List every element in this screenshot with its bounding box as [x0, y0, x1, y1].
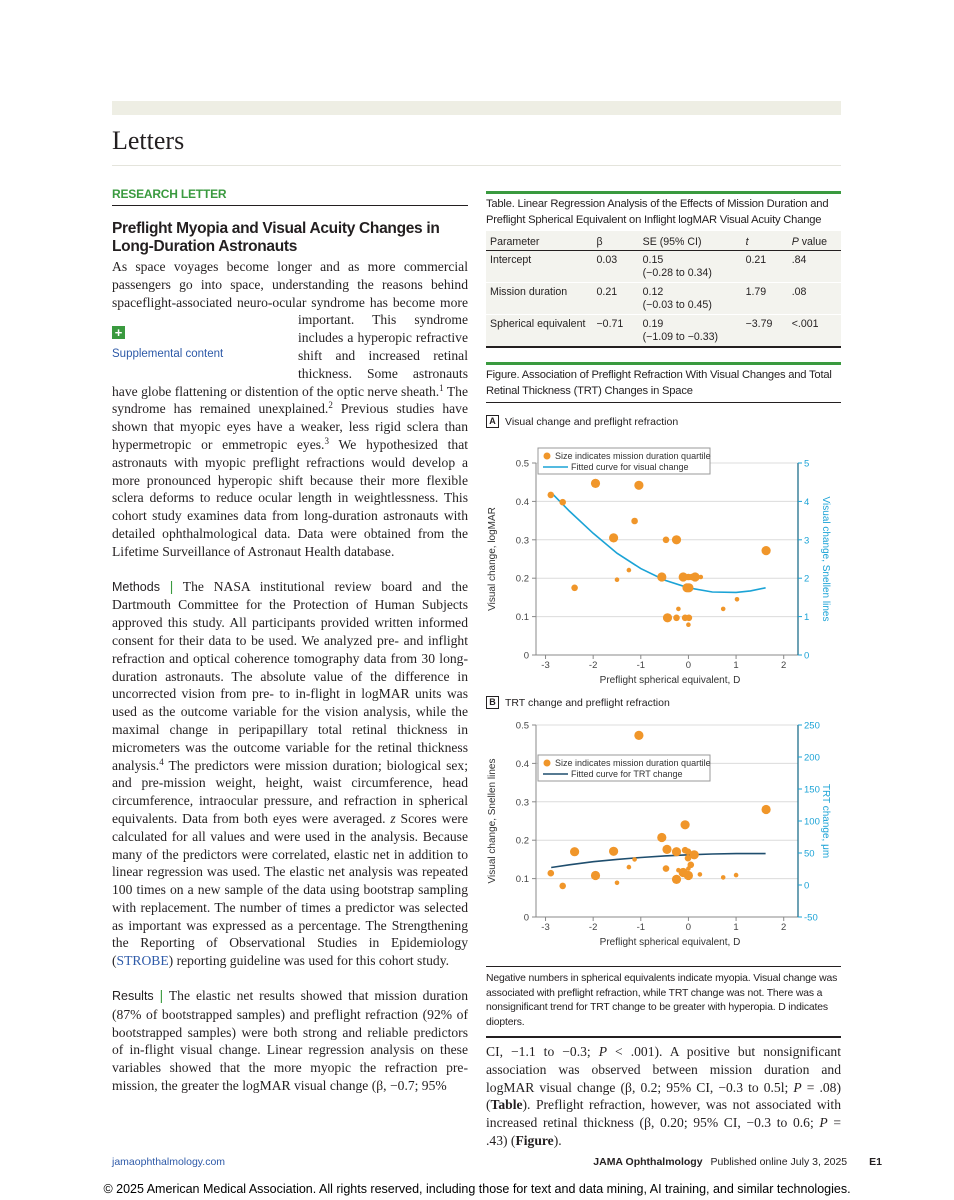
data-point: [609, 847, 618, 856]
x-axis-label: Preflight spherical equivalent, D: [599, 675, 741, 686]
data-point: [684, 583, 693, 592]
y-tick-label: 0: [523, 650, 529, 662]
article-kicker: RESEARCH LETTER: [112, 187, 468, 206]
supplemental-content[interactable]: [112, 311, 298, 381]
panel-a-title: Visual change and preflight refraction: [505, 415, 679, 428]
panel-b-title: TRT change and preflight refraction: [505, 696, 670, 709]
right-column: [486, 191, 841, 1038]
cell-t: −3.79: [742, 315, 788, 348]
col-se: SE (95% CI): [639, 231, 742, 251]
results-text: = .43) (: [486, 1115, 841, 1148]
y-tick-label: 0.3: [515, 535, 529, 547]
cell-beta: −0.71: [593, 315, 639, 348]
intro-text: As space voyages become longer and as more commercial passengers go into space, understanding the reasons behind spaceflight-associated neuro-ocular syndrome has become more: [112, 259, 468, 310]
methods-separator: |: [169, 578, 174, 594]
y2-tick-label: 2: [804, 573, 810, 585]
se-value: 0.15: [642, 254, 664, 266]
x-tick-label: 2: [781, 660, 787, 671]
methods-text: Scores were calculated for all values and were used in the analysis. Because many of the predictors were correlated, elastic net in addition to linear regression was used. The elastic net analysis was repeated 100 times on a new sample of the data using bootstrap sampling with replacement. The number of times a predictor was selected as important was expressed as a percentage. The Strengthening the Reporting of Observational Studies in Epidemiology (: [112, 810, 468, 969]
data-point: [686, 622, 691, 627]
p-symbol: P: [598, 1044, 608, 1059]
y-tick-label: 0.4: [515, 496, 529, 508]
table-header-row: [486, 231, 841, 251]
data-point: [681, 820, 690, 829]
data-point: [686, 615, 693, 622]
page-number: E1: [869, 1156, 882, 1168]
results-continued: [486, 1043, 841, 1150]
y2-tick-label: 100: [804, 816, 820, 828]
chart-a-visual-change: [486, 428, 841, 696]
data-point: [676, 607, 681, 612]
results-text: = .08) (: [486, 1079, 842, 1113]
x-axis-label: Preflight spherical equivalent, D: [599, 937, 741, 948]
y-axis-label: Visual change, logMAR: [487, 507, 498, 611]
y2-tick-label: 150: [804, 784, 820, 796]
data-point: [662, 845, 671, 854]
cell-t: 0.21: [742, 251, 788, 283]
y-tick-label: 0.5: [515, 720, 529, 732]
reference-1[interactable]: 1: [439, 382, 444, 393]
intro-text: important. This syndrome includes a hyperopic refractive shift and increased retinal thickness. Some astronauts have globe flattening or distention of the optic nerve sheath.: [112, 312, 468, 399]
y2-tick-label: 3: [804, 535, 810, 547]
data-point: [735, 597, 740, 602]
col-t: t: [742, 231, 788, 251]
reference-3[interactable]: 3: [324, 435, 329, 446]
data-point: [591, 479, 600, 488]
copyright-notice: © 2025 American Medical Association. All rights reserved, including those for text and data mining, AI training, and similar technologies.: [103, 1182, 851, 1196]
supplemental-content-link[interactable]: Supplemental content: [112, 348, 224, 361]
figure-note-bottom-rule: [486, 1036, 841, 1038]
data-point: [571, 585, 578, 592]
data-point: [634, 731, 643, 740]
y-tick-label: 0.2: [515, 835, 529, 847]
results-text: The elastic net results showed that mission duration (87% of bootstrapped samples) and preflight refraction (92% of bootstrapped samples) were both strong and reliable predictors of in-flight visual change. Linear regression analysis on these variables showed that the more myopic the refraction pre-mission, the greater the logMAR visual change (β, −0.7; 95%: [112, 988, 468, 1094]
data-point: [721, 607, 726, 612]
table-caption: Table. Linear Regression Analysis of the Effects of Mission Duration and Preflight Spherical Equivalent on Inflight logMAR Visual Acuity Change: [486, 198, 829, 226]
y-tick-label: 0: [523, 912, 529, 924]
panel-a-label: [486, 415, 841, 428]
legend-item-points: Size indicates mission duration quartile: [555, 758, 711, 768]
data-point: [691, 572, 700, 581]
data-point: [559, 883, 566, 890]
x-tick-label: 0: [685, 660, 692, 671]
data-point: [663, 865, 670, 872]
p-symbol: P: [819, 1115, 828, 1131]
y-axis-label: Visual change, Snellen lines: [487, 758, 498, 884]
data-point: [663, 537, 670, 544]
ci-value: (−0.03 to 0.45): [642, 298, 712, 311]
se-value: 0.12: [642, 286, 664, 298]
y2-tick-label: 4: [804, 496, 810, 508]
y-tick-label: 0.2: [515, 573, 529, 585]
cell-beta: 0.03: [593, 251, 639, 283]
x-tick-label: -3: [541, 922, 550, 933]
data-point: [634, 481, 643, 490]
y2-tick-label: 5: [804, 458, 810, 470]
x-tick-label: -2: [588, 660, 598, 671]
ci-value: (−0.28 to 0.34): [642, 266, 712, 279]
x-tick-label: 0: [685, 922, 692, 933]
x-tick-label: -3: [541, 660, 550, 671]
journal-site-link[interactable]: jamaophthalmology.com: [112, 1156, 226, 1168]
legend-point-icon: [544, 760, 551, 767]
methods-heading: Methods: [112, 579, 160, 594]
legend-item-curve: Fitted curve for visual change: [571, 462, 689, 472]
figure-caption: Figure. Association of Preflight Refraction With Visual Changes and Total Retinal Thickness (TRT) Changes in Space: [486, 369, 832, 397]
data-point: [684, 871, 693, 880]
data-point: [627, 865, 632, 870]
data-point: [615, 881, 620, 886]
panel-a-letter: A: [486, 415, 499, 428]
results-text: ). Preflight refraction, however, was not associated with increased retinal thickness (β, 0.20; 95% CI, −0.3 to 0.6;: [486, 1097, 841, 1131]
y2-tick-label: 0: [804, 880, 810, 892]
plus-icon[interactable]: +: [112, 326, 125, 339]
chart-b-trt-change: [486, 709, 841, 957]
cell-se: [639, 315, 742, 348]
intro-text: Previous studies have shown that myopic eyes have a weaker, less rigid sclera than hypermetropic or emmetropic eyes.: [112, 401, 468, 452]
col-beta: β: [593, 231, 639, 251]
results-paragraph: [112, 987, 468, 1095]
p-symbol: P: [793, 1079, 802, 1095]
data-point: [632, 857, 637, 862]
x-tick-label: 2: [781, 922, 787, 933]
data-point: [615, 577, 620, 582]
left-column: [112, 187, 468, 1095]
table-row: [486, 251, 841, 283]
intro-paragraph: [112, 258, 468, 561]
cell-p: .08: [788, 283, 841, 315]
data-point: [657, 833, 666, 842]
y-tick-label: 0.5: [515, 458, 529, 470]
data-point: [672, 535, 681, 544]
y2-tick-label: -50: [804, 912, 818, 924]
data-point: [672, 875, 681, 884]
results-text: ).: [553, 1132, 562, 1148]
regression-table: [486, 231, 841, 348]
legend-item-curve: Fitted curve for TRT change: [571, 769, 683, 779]
article-title: Preflight Myopia and Visual Acuity Changes in Long-Duration Astronauts: [112, 220, 440, 255]
cell-t: 1.79: [742, 283, 788, 315]
data-point: [698, 872, 703, 877]
data-point: [548, 492, 555, 499]
x-tick-label: -1: [636, 660, 646, 671]
se-value: 0.19: [642, 318, 664, 330]
cell-parameter: Spherical equivalent: [486, 315, 593, 348]
reference-2[interactable]: 2: [328, 400, 333, 411]
data-point: [762, 546, 771, 555]
section-title: Letters: [112, 126, 185, 155]
results-text: CI, −1.1 to −0.3;: [486, 1044, 599, 1059]
y2-axis-label: Visual change, Snellen lines: [820, 496, 831, 622]
y-tick-label: 0.4: [515, 758, 529, 770]
table-link[interactable]: Table: [490, 1097, 523, 1113]
intro-text: We hypothesized that astronauts with myopic preflight refractions would develop a more pronounced hyperopic shift because their more flexible sclera deforms to reduce ocular length in weightlessness. This cohort study examines data from long-duration astronauts with detailed ophthalmological data. Data were obtained from the Lifetime Surveillance of Astronaut Health database.: [112, 436, 468, 559]
results-heading: Results: [112, 989, 154, 1004]
methods-text: The NASA institutional review board and the Dartmouth Committee for the Protection of Human Subjects approved this study. All participants provided written informed consent for their data to be used. We analyzed pre- and inflight refraction and optical coherence tomography data from 30 long-duration astronauts. The absolute value of the difference in uncorrected vision from pre- to in-flight in logMAR units was used as the outcome variable for the vision analysis, while the maximal change in peripapillary total retinal thickness in micrometers was the outcome variable for the retinal thickness analysis.: [112, 578, 468, 773]
x-tick-label: 1: [733, 660, 739, 671]
strobe-link[interactable]: STROBE: [116, 953, 169, 969]
ci-value: (−1.09 to −0.33): [642, 330, 719, 343]
legend-point-icon: [544, 453, 551, 460]
data-point: [672, 847, 681, 856]
x-tick-label: 1: [733, 922, 739, 933]
journal-name: JAMA Ophthalmology: [593, 1156, 703, 1168]
data-point: [627, 568, 632, 573]
x-tick-label: -2: [588, 922, 598, 933]
cell-parameter: Mission duration: [486, 283, 593, 315]
data-point: [548, 870, 555, 877]
methods-paragraph: [112, 578, 468, 971]
results-text: < .001). A positive but nonsignificant association was observed between mission duration and logMAR visual change (β, 0.2; 95% CI, −0.3 to 0.5l;: [486, 1044, 841, 1095]
data-point: [699, 575, 704, 580]
data-point: [609, 533, 618, 542]
section-divider: [112, 165, 841, 166]
panel-b-label: [486, 696, 841, 709]
header-band: [112, 101, 841, 115]
data-point: [663, 613, 672, 622]
cell-p: <.001: [788, 315, 841, 348]
data-point: [559, 499, 566, 506]
methods-z: z: [390, 810, 396, 826]
cell-se: [639, 251, 742, 283]
methods-text: The predictors were mission duration; biological sex; and pre-mission weight, height, waist circumference, head circumference, intraocular pressure, and refraction in spherical equivalents. Data from both eyes were averaged.: [112, 757, 468, 826]
data-point: [591, 871, 600, 880]
y2-tick-label: 200: [804, 752, 820, 764]
y2-axis-label: TRT change, μm: [820, 783, 831, 859]
y-tick-label: 0.1: [515, 612, 529, 624]
fitted-curve: [551, 854, 765, 868]
data-point: [657, 572, 666, 581]
intro-text: The syndrome has remained unexplained.: [112, 383, 468, 417]
reference-4[interactable]: 4: [159, 756, 164, 767]
data-point: [721, 875, 726, 880]
data-point: [685, 855, 692, 862]
cell-p: .84: [788, 251, 841, 283]
col-p: P value: [788, 231, 841, 251]
panel-b-letter: B: [486, 696, 499, 709]
y2-tick-label: 50: [804, 848, 815, 860]
col-parameter: Parameter: [486, 231, 593, 251]
y-tick-label: 0.3: [515, 797, 529, 809]
y2-tick-label: 0: [804, 650, 810, 662]
legend-item-points: Size indicates mission duration quartile: [555, 451, 711, 461]
x-tick-label: -1: [636, 922, 646, 933]
y2-tick-label: 250: [804, 720, 820, 732]
results-separator: |: [159, 988, 164, 1004]
figure-link[interactable]: Figure: [515, 1132, 554, 1148]
methods-text: ) reporting guideline was used for this cohort study.: [168, 953, 450, 969]
y2-tick-label: 1: [804, 612, 810, 624]
data-point: [631, 518, 638, 525]
figure-note: Negative numbers in spherical equivalents indicate myopia. Visual change was associated with preflight refraction, while TRT change was not. There was a nonsignificant trend for TRT change to be greater with hyperopia. D indicates diopters.: [486, 973, 838, 1028]
cell-beta: 0.21: [593, 283, 639, 315]
data-point: [762, 805, 771, 814]
table-row: [486, 315, 841, 348]
table-row: [486, 283, 841, 315]
cell-parameter: Intercept: [486, 251, 593, 283]
y-tick-label: 0.1: [515, 874, 529, 886]
publication-date: Published online July 3, 2025: [710, 1156, 848, 1168]
data-point: [570, 847, 579, 856]
data-point: [734, 873, 739, 878]
data-point: [673, 615, 680, 622]
cell-se: [639, 283, 742, 315]
footer-journal-info: [593, 1156, 882, 1168]
